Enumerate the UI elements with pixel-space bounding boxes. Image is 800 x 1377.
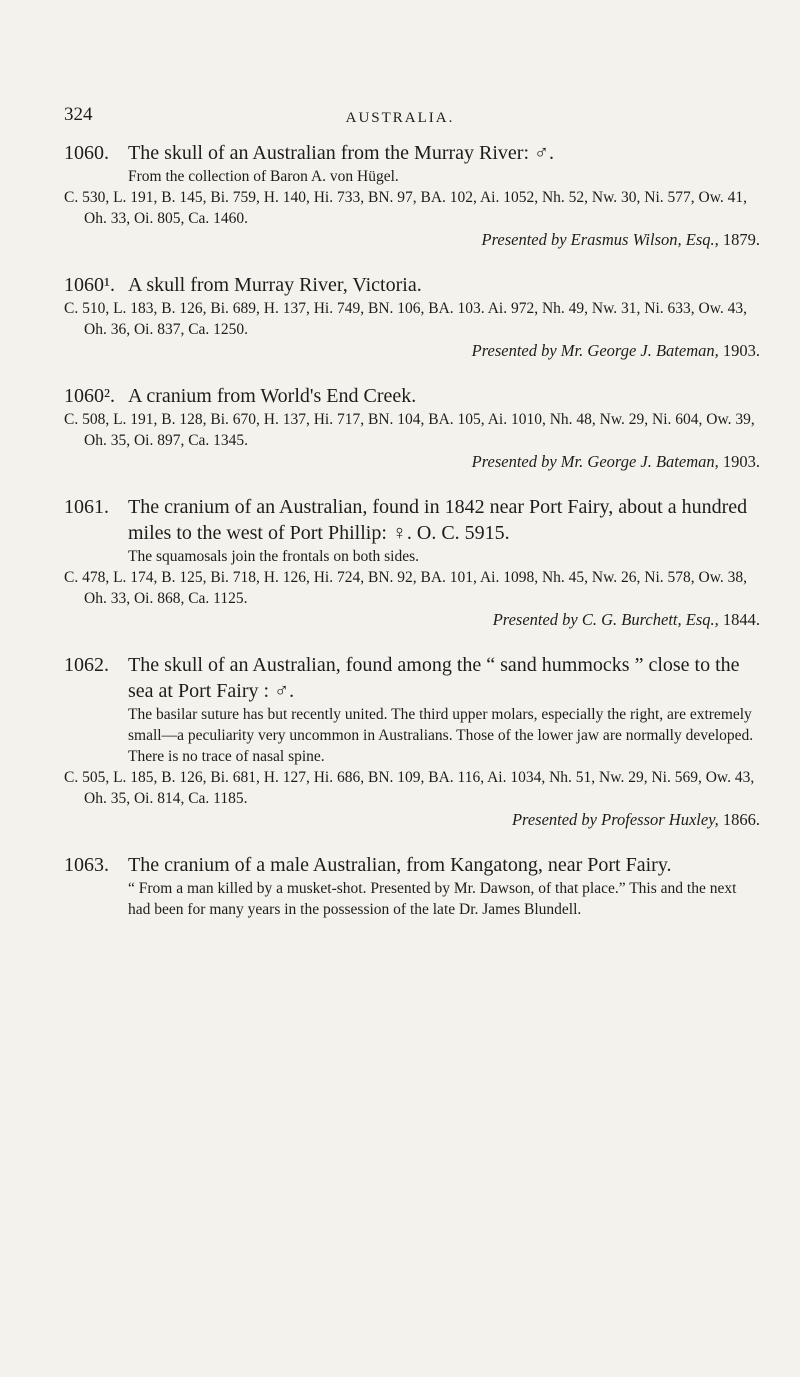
catalogue-entry	[64, 140, 760, 251]
entry-number: 1060¹.	[64, 274, 115, 296]
entry-measurements: C. 530, L. 191, B. 145, Bi. 759, H. 140, Hi. 733, BN. 97, BA. 102, Ai. 1052, Nh. 52, Nw. 30, Ni. 577, Ow. 41, Oh. 33, Oi. 805, Ca. 1460.	[64, 189, 748, 227]
entry-heading	[64, 494, 760, 546]
entry-heading	[64, 140, 760, 166]
entry-number: 1060.	[64, 142, 109, 164]
presented-by: Presented by Professor Huxley,	[511, 810, 719, 829]
catalogue-entry	[64, 383, 760, 473]
entry-presented	[64, 340, 760, 362]
entry-number: 1063.	[64, 854, 109, 876]
entry-heading	[64, 383, 760, 409]
entry-title: A skull from Murray River, Victoria.	[128, 274, 422, 296]
presented-year: 1903.	[722, 452, 760, 471]
presented-by: Presented by Mr. George J. Bateman,	[471, 341, 719, 360]
entry-number: 1061.	[64, 496, 109, 518]
entry-note: The squamosals join the frontals on both sides.	[128, 548, 420, 565]
running-head: AUSTRALIA.	[345, 110, 455, 126]
presented-year: 1903.	[722, 341, 760, 360]
presented-by: Presented by Erasmus Wilson, Esq.,	[481, 230, 719, 249]
entry-presented	[64, 451, 760, 473]
presented-year: 1844.	[722, 610, 760, 629]
entry-title: The cranium of a male Australian, from Kangatong, near Port Fairy.	[128, 854, 672, 876]
entry-title: The skull of an Australian, found among the “ sand hummocks ” close to the sea at Port Fairy : ♂.	[128, 654, 740, 702]
entry-number: 1060².	[64, 385, 115, 407]
entry-presented	[64, 609, 760, 631]
page-number: 324	[64, 104, 93, 125]
entry-title: A cranium from World's End Creek.	[128, 385, 417, 407]
presented-year: 1866.	[722, 810, 760, 829]
catalogue-entries	[64, 140, 760, 941]
entry-presented	[64, 809, 760, 831]
entry-note: “ From a man killed by a musket-shot. Presented by Mr. Dawson, of that place.” This and the next had been for many years in the possession of the late Dr. James Blundell.	[128, 880, 737, 918]
entry-measurements: C. 505, L. 185, B. 126, Bi. 681, H. 127, Hi. 686, BN. 109, BA. 116, Ai. 1034, Nh. 51, Nw. 29, Ni. 569, Ow. 43, Oh. 35, Oi. 814, Ca. 1185.	[64, 769, 755, 807]
entry-measurements: C. 478, L. 174, B. 125, Bi. 718, H. 126, Hi. 724, BN. 92, BA. 101, Ai. 1098, Nh. 45, Nw. 26, Ni. 578, Ow. 38, Oh. 33, Oi. 868, Ca. 1125.	[64, 569, 748, 607]
presented-by: Presented by C. G. Burchett, Esq.,	[492, 610, 719, 629]
entry-note: From the collection of Baron A. von Hügel.	[128, 168, 399, 185]
entry-number: 1062.	[64, 654, 109, 676]
entry-measurements: C. 510, L. 183, B. 126, Bi. 689, H. 137, Hi. 749, BN. 106, BA. 103. Ai. 972, Nh. 49, Nw. 31, Ni. 633, Ow. 43, Oh. 36, Oi. 837, Ca. 1250.	[64, 300, 748, 338]
catalogue-entry	[64, 852, 760, 920]
presented-year: 1879.	[722, 230, 760, 249]
catalogue-entry	[64, 272, 760, 362]
entry-measurements: C. 508, L. 191, B. 128, Bi. 670, H. 137, Hi. 717, BN. 104, BA. 105, Ai. 1010, Nh. 48, Nw. 29, Ni. 604, Ow. 39, Oh. 35, Oi. 897, Ca. 1345.	[64, 411, 755, 449]
entry-title: The cranium of an Australian, found in 1842 near Port Fairy, about a hundred miles to the west of Port Phillip: ♀. O. C. 5915.	[128, 496, 748, 544]
entry-note: The basilar suture has but recently united. The third upper molars, especially the right, are extremely small—a peculiarity very uncommon in Australians. Those of the lower jaw are normally developed. There is no trace of nasal spine.	[128, 706, 754, 765]
entry-heading	[64, 852, 760, 878]
catalogue-entry	[64, 652, 760, 831]
entry-title: The skull of an Australian from the Murray River: ♂.	[128, 142, 555, 164]
catalogue-entry	[64, 494, 760, 631]
entry-heading	[64, 652, 760, 704]
presented-by: Presented by Mr. George J. Bateman,	[471, 452, 719, 471]
entry-heading	[64, 272, 760, 298]
entry-presented	[64, 229, 760, 251]
